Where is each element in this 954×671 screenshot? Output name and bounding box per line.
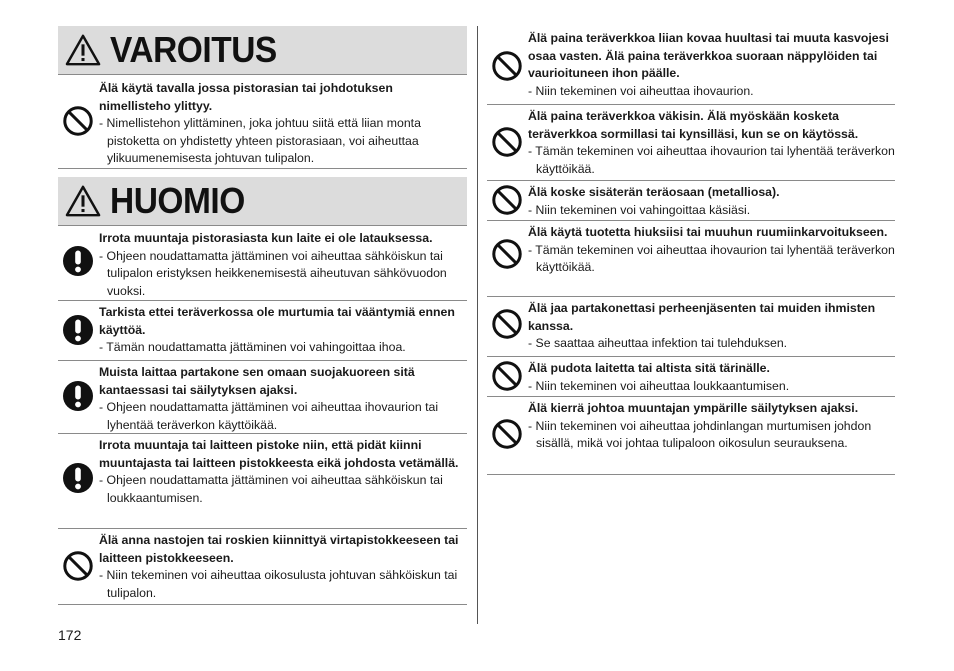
item-detail: - Niin tekeminen voi vahingoittaa käsiäsi. — [528, 202, 751, 217]
item-text — [99, 364, 467, 434]
item-detail: - Ohjeen noudattamatta jättäminen voi aiheuttaa ihovaurion tai lyhentää teräverkon käyttöikää. — [99, 400, 439, 432]
item-title: Älä jaa partakonettasi perheenjäsenten tai muiden ihmisten kanssa. — [528, 301, 876, 333]
prohibited-icon — [491, 50, 523, 82]
safety-item — [58, 528, 467, 605]
item-title: Älä paina teräverkkoa liian kovaa huultasi tai muuta kasvojesi osaa vasten. Älä paina teräverkkoa suoraan näppylöiden tai vaurioituneen ihon päälle. — [528, 31, 889, 80]
item-text — [99, 304, 467, 357]
item-title: Älä pudota laitetta tai altista sitä tärinälle. — [528, 361, 770, 375]
item-text — [528, 300, 895, 353]
item-detail: - Ohjeen noudattamatta jättäminen voi aiheuttaa sähköiskun tai tulipalon eristyksen heikkenemisestä aiheutuvan sähkövuodon vuoksi. — [99, 248, 447, 298]
safety-item — [487, 26, 895, 105]
item-detail: - Tämän tekeminen voi aiheuttaa ihovaurion tai lyhentää teräverkon käyttöikää. — [528, 144, 895, 176]
safety-item — [58, 433, 467, 529]
item-text — [528, 360, 895, 395]
item-text — [528, 108, 895, 178]
page-number: 172 — [58, 627, 82, 643]
prohibited-icon — [491, 308, 523, 340]
item-title: Tarkista ettei teräverkossa ole murtumia tai vääntymiä ennen käyttöä. — [99, 305, 455, 337]
item-detail: - Ohjeen noudattamatta jättäminen voi aiheuttaa sähköiskun tai loukkaantumisen. — [99, 473, 443, 505]
item-detail: - Tämän noudattamatta jättäminen voi vahingoittaa ihoa. — [99, 340, 406, 354]
item-title: Muista laittaa partakone sen omaan suojakuoreen sitä kantaessasi tai säilytyksen ajaksi. — [99, 365, 415, 397]
prohibited-icon — [62, 105, 94, 137]
prohibited-icon — [491, 126, 523, 158]
prohibited-icon — [491, 418, 523, 450]
safety-item — [58, 76, 467, 169]
item-title: Älä anna nastojen tai roskien kiinnittyä virtapistokkeeseen tai laitteen pistokkeeseen. — [99, 533, 459, 565]
mandatory-icon — [62, 314, 94, 346]
item-text — [528, 224, 895, 277]
item-text — [99, 80, 467, 168]
item-text — [528, 400, 895, 453]
item-detail: - Tämän tekeminen voi aiheuttaa ihovaurion tai lyhentää teräverkon käyttöikää. — [528, 242, 895, 274]
item-title: Älä koske sisäterän teräosaan (metalliosa). — [528, 185, 780, 199]
warning-title: VAROITUS — [110, 29, 277, 70]
warning-header — [58, 26, 467, 75]
mandatory-icon — [62, 245, 94, 277]
item-detail: - Niin tekeminen voi aiheuttaa loukkaantumisen. — [528, 378, 790, 393]
item-title: Älä käytä tuotetta hiuksiisi tai muuhun ruumiinkarvoitukseen. — [528, 225, 888, 239]
safety-item — [58, 360, 467, 434]
item-title: Älä paina teräverkkoa väkisin. Älä myöskään kosketa teräverkkoa sormillasi tai kynsilläsi, kun se on käytössä. — [528, 109, 859, 141]
item-text — [99, 230, 467, 300]
item-title: Älä kierrä johtoa muuntajan ympärille säilytyksen ajaksi. — [528, 401, 859, 415]
item-text — [99, 437, 467, 507]
item-detail: - Se saattaa aiheuttaa infektion tai tulehduksen. — [528, 336, 788, 350]
prohibited-icon — [491, 184, 523, 216]
item-text — [528, 184, 895, 219]
mandatory-icon — [62, 462, 94, 494]
item-title: Älä käytä tavalla jossa pistorasian tai johdotuksen nimellisteho ylittyy. — [99, 81, 393, 113]
safety-item — [487, 180, 895, 221]
safety-item — [58, 300, 467, 361]
warning-triangle-icon — [64, 184, 102, 218]
mandatory-icon — [62, 380, 94, 412]
prohibited-icon — [491, 238, 523, 270]
item-detail: - Niin tekeminen voi aiheuttaa johdinlangan murtumisen johdon sisällä, mikä voi johtaa tulipaloon oikosulun seurauksena. — [528, 418, 872, 450]
safety-item — [487, 220, 895, 297]
item-detail: - Niin tekeminen voi aiheuttaa ihovaurion. — [528, 83, 754, 98]
safety-item — [58, 226, 467, 301]
item-text — [99, 532, 467, 602]
prohibited-icon — [62, 550, 94, 582]
item-title: Irrota muuntaja tai laitteen pistoke niin, että pidät kiinni muuntajasta tai laitteen pistokkeesta eikä johdosta vetämällä. — [99, 438, 459, 470]
safety-item — [487, 356, 895, 397]
warning-triangle-icon — [64, 33, 102, 67]
item-text — [528, 30, 895, 100]
safety-item — [487, 396, 895, 475]
caution-title: HUOMIO — [110, 180, 245, 221]
safety-item — [487, 296, 895, 357]
column-divider — [477, 26, 478, 624]
item-title: Irrota muuntaja pistorasiasta kun laite ei ole latauksessa. — [99, 231, 433, 245]
item-detail: - Nimellistehon ylittäminen, joka johtuu siitä että liian monta pistoketta on yhdistetty yhteen pistorasiaan, voi aiheuttaa ylikuumenemisesta johtuvan tulipalon. — [99, 116, 421, 165]
prohibited-icon — [491, 360, 523, 392]
caution-header — [58, 177, 467, 226]
item-detail: - Niin tekeminen voi aiheuttaa oikosulusta johtuvan sähköiskun tai tulipalon. — [99, 568, 458, 600]
safety-item — [487, 104, 895, 181]
